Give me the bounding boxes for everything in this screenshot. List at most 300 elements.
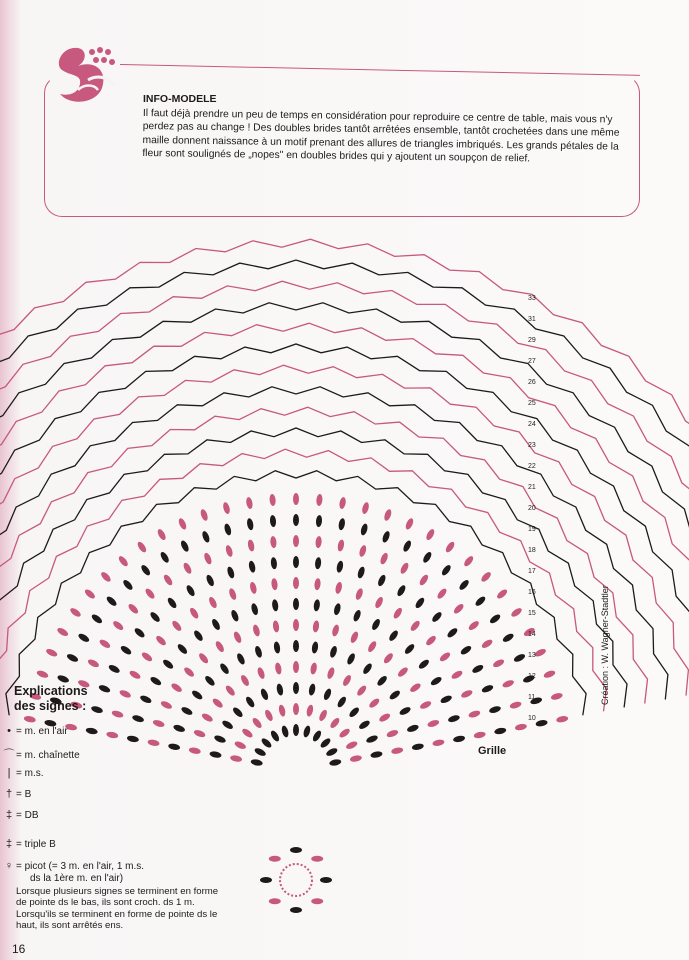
bobble-stitch <box>246 518 254 531</box>
bobble-stitch <box>514 723 527 731</box>
bobble-stitch <box>308 683 316 696</box>
bobble-stitch <box>107 663 120 674</box>
bobble-stitch <box>156 528 167 541</box>
bobble-stitch <box>269 515 276 528</box>
bobble-stitch <box>496 588 509 600</box>
bobble-stitch <box>293 724 299 736</box>
flower-petal <box>260 877 272 883</box>
bobble-stitch <box>336 560 344 573</box>
bobble-stitch <box>248 560 256 573</box>
bobble-stitch <box>513 653 526 664</box>
legend-item: ♀ = picot (= 3 m. en l'air, 1 m.s. <box>4 860 145 872</box>
bobble-stitch <box>222 502 231 515</box>
legend-item: | = m.s. <box>7 767 44 779</box>
row-number: 10 <box>528 715 536 722</box>
bobble-stitch <box>370 618 381 631</box>
chart-row <box>0 303 689 684</box>
bobble-stitch <box>325 747 338 758</box>
bobble-stitch <box>312 620 320 633</box>
bobble-stitch <box>230 609 240 622</box>
bobble-stitch <box>188 607 200 620</box>
bobble-stitch <box>226 566 235 579</box>
bobble-stitch <box>244 695 256 708</box>
row-number: 14 <box>528 631 536 638</box>
legend-title-line2: des signes : <box>14 699 87 713</box>
bobble-stitch <box>360 523 369 536</box>
bobble-stitch <box>87 658 100 669</box>
bobble-stitch <box>556 715 569 723</box>
bobble-stitch <box>440 564 452 577</box>
bobble-stitch <box>311 729 322 742</box>
bobble-stitch <box>119 644 132 656</box>
bobble-stitch <box>338 727 351 739</box>
bobble-stitch <box>152 719 165 729</box>
legend-item: • = m. en l'air <box>7 725 68 737</box>
bobble-stitch <box>414 596 426 609</box>
bobble-stitch <box>36 669 49 679</box>
bobble-stitch <box>231 706 244 719</box>
bobble-stitch <box>550 692 563 701</box>
bobble-stitch <box>409 682 422 694</box>
bobble-stitch <box>453 735 466 743</box>
flower-petal <box>320 877 332 883</box>
bobble-stitch <box>306 704 315 717</box>
bobble-stitch <box>310 662 318 675</box>
bobble-stitch <box>377 574 387 587</box>
bobble-stitch <box>468 709 481 718</box>
row-number: 26 <box>528 379 536 386</box>
bobble-stitch <box>489 613 502 625</box>
bobble-stitch <box>430 675 443 686</box>
bobble-stitch <box>188 747 201 755</box>
legend-item: ‡ = DB <box>5 809 39 821</box>
bobble-stitch <box>481 684 494 694</box>
bobble-stitch <box>376 674 389 687</box>
row-number: 29 <box>528 337 536 344</box>
chart-row <box>0 449 606 711</box>
bobble-stitch <box>251 716 263 729</box>
chart-row <box>250 724 342 767</box>
bobble-stitch <box>225 544 234 557</box>
bobble-stitch <box>276 683 284 696</box>
row-number: 20 <box>528 505 536 512</box>
bobble-stitch <box>447 714 460 723</box>
flower-center-ring <box>280 864 312 896</box>
bobble-stitch <box>383 508 393 521</box>
bobble-stitch <box>249 581 258 594</box>
bobble-stitch <box>474 595 487 608</box>
designer-credit: Création : W. Wagner-Stadtler <box>600 585 610 705</box>
bobble-stitch <box>140 651 153 663</box>
bobble-stitch <box>171 619 183 632</box>
legend-item: † = B <box>5 788 32 800</box>
bobble-stitch <box>271 578 278 591</box>
bobble-stitch <box>98 638 111 650</box>
bobble-stitch <box>319 737 332 750</box>
bobble-stitch <box>418 573 430 586</box>
bobble-stitch <box>471 663 484 674</box>
bobble-stitch <box>345 740 358 750</box>
bobble-stitch <box>205 574 215 587</box>
bobble-stitch <box>234 740 247 750</box>
bobble-stitch <box>210 618 221 631</box>
bobble-stitch <box>341 674 352 687</box>
bobble-stitch <box>239 674 250 687</box>
row-number: 19 <box>528 526 536 533</box>
bobble-stitch <box>399 562 410 575</box>
bobble-stitch <box>254 645 263 658</box>
bobble-stitch <box>331 624 340 637</box>
center-flower <box>260 847 332 913</box>
bobble-stitch <box>253 747 266 758</box>
bobble-stitch <box>278 704 287 717</box>
bobble-stitch <box>117 555 129 568</box>
bobble-stitch <box>179 539 190 552</box>
bobble-stitch <box>432 739 445 747</box>
bobble-stitch <box>368 697 381 709</box>
bobble-stitch <box>509 701 522 710</box>
row-number: 12 <box>528 673 536 680</box>
bobble-stitch <box>223 523 232 536</box>
flower-petal <box>311 898 323 904</box>
bobble-stitch <box>236 652 247 665</box>
bobble-stitch <box>269 729 280 742</box>
bobble-stitch <box>314 557 321 570</box>
bobble-stitch <box>128 669 141 680</box>
row-number: 31 <box>528 316 536 323</box>
flower-petal <box>290 847 302 853</box>
bobble-stitch <box>398 706 411 717</box>
bobble-stitch <box>396 584 407 597</box>
flower-petal <box>269 856 281 862</box>
bobble-stitch <box>467 619 480 631</box>
bobble-stitch <box>293 619 299 631</box>
bobble-stitch <box>444 540 456 553</box>
zigzag-stitch-line <box>0 260 689 676</box>
bobble-stitch <box>358 544 367 557</box>
flower-petal <box>269 898 281 904</box>
bobble-stitch <box>396 666 409 679</box>
bobble-stitch <box>346 652 357 665</box>
bobble-stitch <box>354 587 364 600</box>
bobble-stitch <box>329 758 342 766</box>
row-number: 11 <box>528 694 536 701</box>
bobble-stitch <box>270 557 277 570</box>
bobble-stitch <box>311 641 319 654</box>
bobble-stitch <box>293 535 299 547</box>
row-number: 13 <box>528 652 536 659</box>
bobble-stitch <box>131 714 144 723</box>
bobble-stitch <box>391 747 404 755</box>
bobble-stitch <box>535 719 548 727</box>
bobble-stitch <box>446 627 459 639</box>
flower-petal <box>290 907 302 913</box>
bobble-stitch <box>349 755 362 763</box>
bobble-stitch <box>326 666 336 679</box>
bobble-stitch <box>381 530 391 543</box>
legend-item: ⌒ = m. chaînette <box>3 749 80 761</box>
bobble-stitch <box>159 551 170 564</box>
bobble-stitch <box>100 571 113 584</box>
bobble-stitch <box>77 632 90 643</box>
bobble-stitch <box>176 643 189 656</box>
bobble-stitch <box>208 596 219 609</box>
bobble-stitch <box>463 555 475 568</box>
bobble-stitch <box>166 596 178 609</box>
bobble-stitch <box>293 661 299 673</box>
bobble-stitch <box>488 705 501 714</box>
bobble-stitch <box>480 571 493 584</box>
bobble-stitch <box>273 641 281 654</box>
bobble-stitch <box>85 727 98 735</box>
bobble-stitch <box>259 688 269 701</box>
bobble-stitch <box>315 515 322 528</box>
bobble-stitch <box>83 588 96 600</box>
zigzag-stitch-line <box>0 239 689 672</box>
row-number: 33 <box>528 295 536 302</box>
bobble-stitch <box>193 729 206 739</box>
bobble-stitch <box>492 658 505 669</box>
bobble-stitch <box>361 502 370 515</box>
bobble-stitch <box>334 581 343 594</box>
bobble-stitch <box>362 662 374 675</box>
bobble-stitch <box>356 684 368 697</box>
bobble-stitch <box>281 725 290 738</box>
legend-note: Lorsque plusieurs signes se terminent en forme de pointe ds le bas, ils sont croch. ds 1 m. Lorsqu'ils se terminent en forme de pointe ds le haut, ils sont arrêtés ens. <box>16 886 219 932</box>
bobble-stitch <box>293 493 299 505</box>
bobble-stitch <box>419 700 432 711</box>
bobble-stitch <box>502 679 515 689</box>
zigzag-stitch-line <box>0 449 606 711</box>
bobble-stitch <box>365 734 378 744</box>
chart-row <box>0 260 689 676</box>
bobble-stitch <box>133 627 146 639</box>
bobble-stitch <box>69 606 82 618</box>
bobble-stitch <box>425 528 436 541</box>
bobble-stitch <box>182 562 193 575</box>
bobble-stitch <box>250 758 263 766</box>
bobble-stitch <box>173 724 186 734</box>
bobble-stitch <box>228 587 238 600</box>
bobble-stitch <box>122 578 135 591</box>
bobble-stitch <box>460 689 473 699</box>
bobble-stitch <box>338 518 346 531</box>
bobble-stitch <box>329 716 341 729</box>
bobble-stitch <box>293 514 299 526</box>
bobble-stitch <box>270 536 277 549</box>
bobble-stitch <box>411 743 424 751</box>
bobble-stitch <box>378 712 391 723</box>
bobble-stitch <box>245 497 253 510</box>
bobble-stitch <box>112 619 125 631</box>
bobble-stitch <box>404 517 414 530</box>
bobble-stitch <box>185 584 196 597</box>
zigzag-stitch-line <box>0 281 689 680</box>
bobble-stitch <box>302 725 311 738</box>
bobble-stitch <box>459 644 472 656</box>
bobble-stitch <box>274 662 282 675</box>
bobble-stitch <box>409 619 421 632</box>
bobble-stitch <box>427 719 440 729</box>
bobble-stitch <box>379 552 389 565</box>
page-number: 16 <box>12 942 26 956</box>
bobble-stitch <box>105 595 118 608</box>
bobble-stitch <box>45 647 58 658</box>
row-number: 21 <box>528 484 536 491</box>
bobble-stitch <box>318 709 329 722</box>
bobble-stitch <box>337 539 345 552</box>
bobble-stitch <box>90 613 103 625</box>
bobble-stitch <box>356 566 365 579</box>
bobble-stitch <box>316 494 323 506</box>
bobble-stitch <box>66 653 79 664</box>
bobble-stitch <box>224 684 236 697</box>
legend-item: ‡ = triple B <box>5 838 56 850</box>
info-text: Il faut déjà prendre un peu de temps en considération pour reproduire ce centre de table, mais vous n'y perdez pas au change ! Des doubles brides tantôt arrêtées ensemble, tantôt crochetées dans une même maille donnent naissance à un motif prenant des allures de triangles imbriqués. Les grands pétales de la fleur sont soulignés de „nopes" en doubles brides qui y ajoutent un soupçon de relief. <box>142 107 620 165</box>
chart-row <box>0 281 689 680</box>
row-number: 23 <box>528 442 536 449</box>
legend <box>14 684 214 714</box>
row-number: 17 <box>528 568 536 575</box>
chart-label: Grille <box>478 745 507 757</box>
bobble-stitch <box>386 729 399 739</box>
bobble-stitch <box>352 609 362 622</box>
bobble-stitch <box>293 577 299 589</box>
bobble-stitch <box>439 694 452 705</box>
bobble-stitch <box>293 640 299 652</box>
bobble-stitch <box>510 606 523 618</box>
bobble-stitch <box>403 643 416 656</box>
bobble-stitch <box>366 640 377 653</box>
bobble-stitch <box>315 536 322 549</box>
bobble-stitch <box>219 662 231 675</box>
bobble-stitch <box>106 731 119 739</box>
bobble-stitch <box>293 682 299 694</box>
bobble-stitch <box>140 564 152 577</box>
bobble-stitch <box>438 651 451 663</box>
bobble-stitch <box>214 640 225 653</box>
bobble-stitch <box>293 703 299 715</box>
bobble-stitch <box>252 624 261 637</box>
bobble-stitch <box>452 602 465 615</box>
bobble-stitch <box>264 709 275 722</box>
bobble-stitch <box>183 666 196 679</box>
bobble-stitch <box>269 494 276 506</box>
bobble-stitch <box>149 611 162 624</box>
row-number: 27 <box>528 358 536 365</box>
bobble-stitch <box>417 658 430 670</box>
bobble-stitch <box>425 634 438 647</box>
bobble-stitch <box>388 629 400 642</box>
bobble-stitch <box>392 607 404 620</box>
row-number: 24 <box>528 421 536 428</box>
row-number: 16 <box>528 589 536 596</box>
bobble-stitch <box>543 669 556 679</box>
row-number: 15 <box>528 610 536 617</box>
info-title: INFO-MODELE <box>143 93 217 105</box>
bobble-stitch <box>450 669 463 680</box>
bobble-stitch <box>201 530 211 543</box>
bobble-stitch <box>349 631 359 644</box>
bobble-stitch <box>494 727 507 735</box>
bobble-stitch <box>127 602 140 615</box>
bobble-stitch <box>23 715 36 723</box>
bobble-stitch <box>213 734 226 744</box>
bobble-stitch <box>480 638 493 650</box>
bobble-stitch <box>162 573 174 586</box>
bobble-stitch <box>458 578 471 591</box>
bobble-stitch <box>374 596 385 609</box>
row-number: 22 <box>528 463 536 470</box>
bobble-stitch <box>293 556 299 568</box>
bobble-stitch <box>348 706 361 719</box>
bobble-stitch <box>247 539 255 552</box>
bobble-stitch <box>209 751 222 759</box>
bobble-stitch <box>155 634 168 647</box>
bobble-stitch <box>436 587 448 600</box>
bobble-stitch <box>329 645 338 658</box>
legend-title-line1: Explications <box>14 684 88 698</box>
bobble-stitch <box>422 551 433 564</box>
bobble-stitch <box>322 688 332 701</box>
zigzag-stitch-line <box>0 303 689 684</box>
chart-row <box>0 239 689 672</box>
bobble-stitch <box>136 540 148 553</box>
bobble-stitch <box>57 674 70 684</box>
bobble-stitch <box>260 737 273 750</box>
bobble-stitch <box>502 632 515 643</box>
bobble-stitch <box>473 731 486 739</box>
bobble-stitch <box>388 689 401 701</box>
bobble-stitch <box>199 508 209 521</box>
legend-item: ds la 1ère m. en l'air) <box>30 873 124 884</box>
bobble-stitch <box>293 598 299 610</box>
bobble-stitch <box>144 587 156 600</box>
bobble-stitch <box>126 735 139 743</box>
bobble-stitch <box>336 695 348 708</box>
bobble-stitch <box>406 724 419 734</box>
bobble-stitch <box>358 719 371 731</box>
bobble-stitch <box>162 658 175 670</box>
bobble-stitch <box>382 652 394 665</box>
bobble-stitch <box>313 599 320 612</box>
bobble-stitch <box>314 578 321 591</box>
bobble-stitch <box>241 727 254 739</box>
bobble-stitch <box>168 743 181 751</box>
bobble-stitch <box>250 603 259 616</box>
bobble-stitch <box>232 631 242 644</box>
bobble-stitch <box>339 497 347 510</box>
bobble-stitch <box>333 603 342 616</box>
flower-petal <box>311 856 323 862</box>
row-number: 25 <box>528 400 536 407</box>
bobble-stitch <box>256 666 266 679</box>
bobble-stitch <box>203 552 213 565</box>
bobble-stitch <box>56 626 69 637</box>
bobble-stitch <box>402 539 413 552</box>
bobble-stitch <box>370 751 383 759</box>
bobble-stitch <box>197 652 209 665</box>
bobble-stitch <box>272 620 280 633</box>
bobble-stitch <box>230 755 243 763</box>
bobble-stitch <box>431 611 444 624</box>
bobble-stitch <box>221 719 234 731</box>
bobble-stitch <box>177 517 187 530</box>
bobble-stitch <box>147 739 160 747</box>
bobble-stitch <box>271 599 278 612</box>
chart-row <box>209 682 383 759</box>
bobble-stitch <box>192 629 204 642</box>
